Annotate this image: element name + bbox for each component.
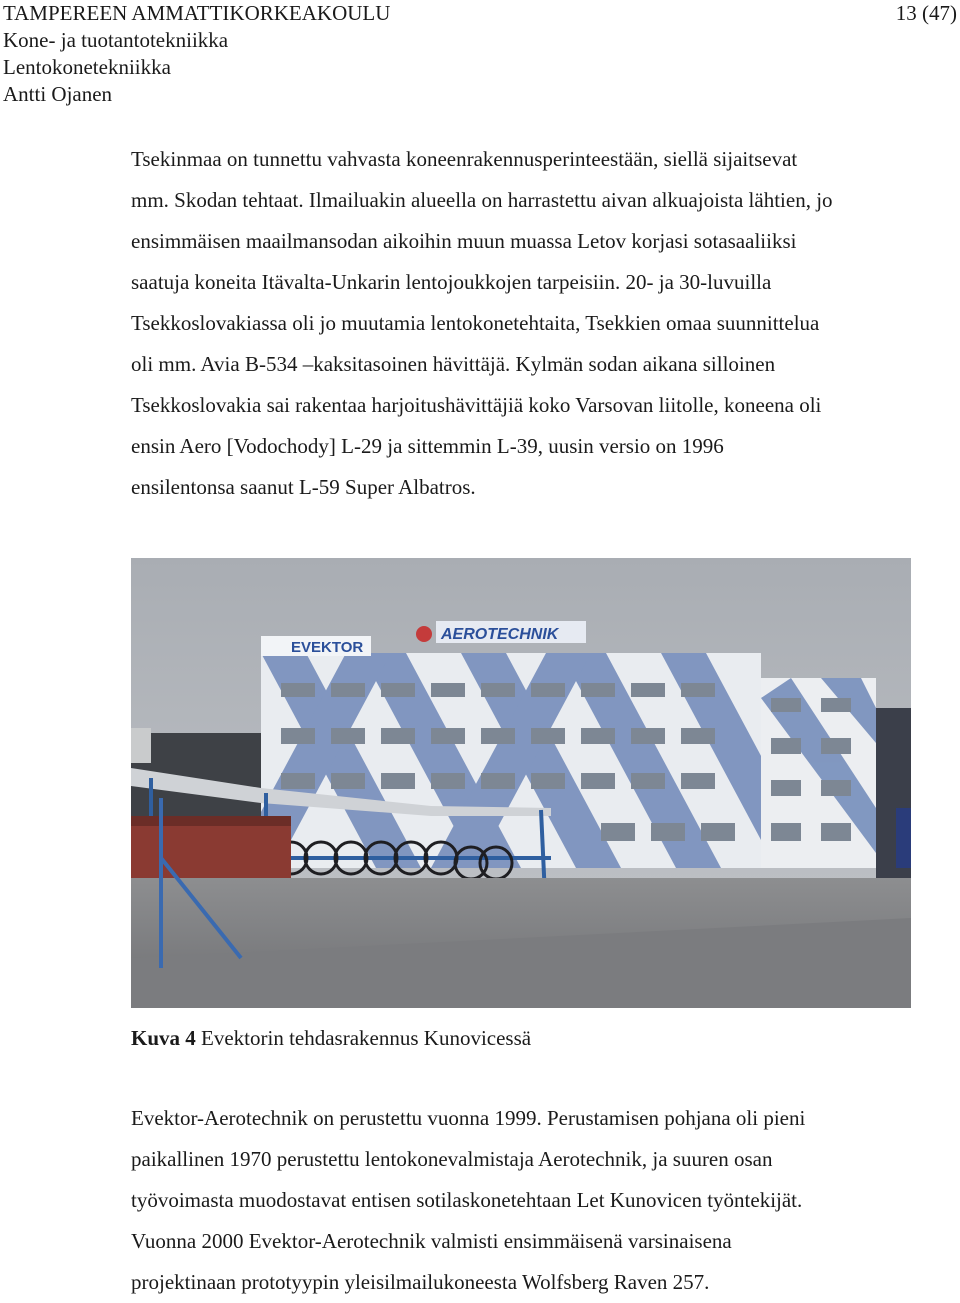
sign-aerotechnik: AEROTECHNIK [441, 626, 559, 643]
text-line: projektinaan prototyypin yleisilmailukoneesta Wolfsberg Raven 257. [131, 1270, 710, 1294]
container [131, 823, 291, 883]
text-line: ensilentonsa saanut L-59 Super Albatros. [131, 475, 476, 499]
text-line: mm. Skodan tehtaat. Ilmailuakin alueella on harrastettu aivan alkuajoista lähtien, jo [131, 188, 833, 212]
sign-evektor: EVEKTOR [291, 639, 364, 656]
text-line: Evektor-Aerotechnik on perustettu vuonna 1999. Perustamisen pohjana oli pieni [131, 1106, 806, 1130]
factory-photo [131, 558, 911, 1008]
text-line: Tsekkoslovakia sai rakentaa harjoitushävittäjiä koko Varsovan liitolle, koneena oli [131, 393, 822, 417]
paragraph-evektor [131, 1098, 921, 1303]
text-line: Vuonna 2000 Evektor-Aerotechnik valmisti ensimmäisenä varsinaisena [131, 1229, 732, 1253]
header-programme: Lentokonetekniikka [3, 55, 171, 79]
header-author: Antti Ojanen [3, 82, 113, 106]
caption-text: Evektorin tehdasrakennus Kunovicessä [195, 1026, 532, 1050]
text-line: työvoimasta muodostavat entisen sotilaskonetehtaan Let Kunovicen työntekijät. [131, 1188, 803, 1212]
text-line: oli mm. Avia B-534 –kaksitasoinen hävittäjä. Kylmän sodan aikana silloinen [131, 352, 776, 376]
text-line: ensin Aero [Vodochody] L-29 ja sittemmin L-39, uusin versio on 1996 [131, 434, 724, 458]
page-number: 13 (47) [895, 1, 957, 25]
text-line: Tsekkoslovakiassa oli jo muutamia lentokonetehtaita, Tsekkien omaa suunnittelua [131, 311, 820, 335]
caption-label: Kuva 4 [131, 1026, 196, 1050]
page-header [3, 0, 957, 108]
header-institution: TAMPEREEN AMMATTIKORKEAKOULU [3, 1, 391, 25]
text-line: paikallinen 1970 perustettu lentokonevalmistaja Aerotechnik, ja suuren osan [131, 1147, 773, 1171]
header-department: Kone- ja tuotantotekniikka [3, 28, 229, 52]
text-line: Tsekinmaa on tunnettu vahvasta koneenrakennusperinteestään, siellä sijaitsevat [131, 147, 798, 171]
paragraph-intro [131, 139, 921, 508]
text-line: ensimmäisen maailmansodan aikoihin muun muassa Letov korjasi sotasaaliiksi [131, 229, 797, 253]
figure-caption [131, 1018, 531, 1059]
text-line: saatuja koneita Itävalta-Unkarin lentojoukkojen tarpeisiin. 20- ja 30-luvuilla [131, 270, 772, 294]
